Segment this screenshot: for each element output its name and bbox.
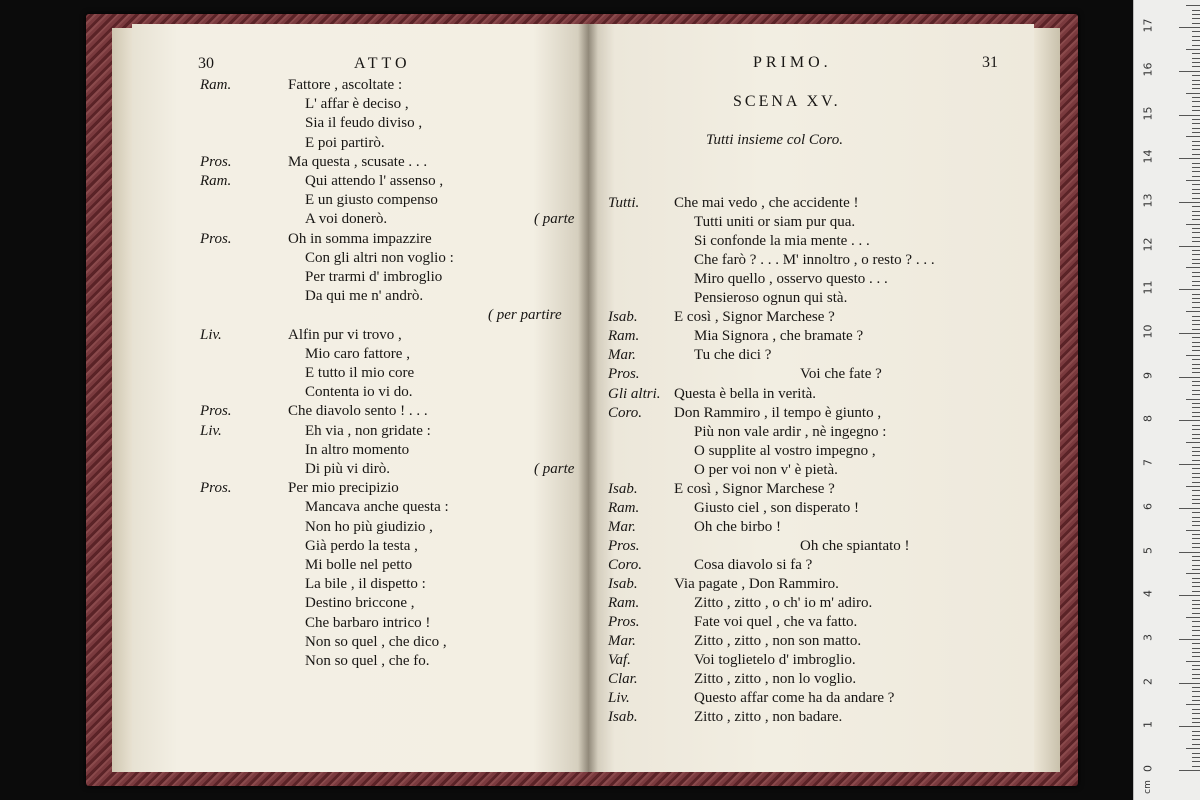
ruler-number: 10 [1141,324,1155,339]
ruler-tick [1179,639,1200,640]
ruler-tick [1192,753,1200,754]
left-page [132,24,588,772]
ruler-tick [1192,403,1200,404]
speaker-label: Vaf. [608,652,631,669]
ruler-tick [1192,237,1200,238]
ruler-tick [1179,508,1200,509]
ruler-tick [1192,648,1200,649]
verse-line: E poi partirò. [305,134,385,151]
verse-line: Don Rammiro , il tempo è giunto , [674,404,882,421]
ruler-tick [1179,289,1200,290]
ruler-tick [1179,333,1200,334]
ruler-tick [1192,132,1200,133]
speaker-label: Ram. [608,499,640,516]
ruler-tick [1179,115,1200,116]
ruler-tick [1192,141,1200,142]
verse-line: E così , Signor Marchese ? [674,309,835,326]
ruler-tick [1186,93,1200,94]
ruler-tick [1192,106,1200,107]
ruler-tick [1192,482,1200,483]
running-head-right: PRIMO. [753,54,832,71]
ruler-tick [1192,468,1200,469]
ruler-tick [1192,337,1200,338]
ruler-tick [1192,731,1200,732]
speaker-label: Ram. [200,77,232,93]
ruler-tick [1192,499,1200,500]
ruler-tick [1186,399,1200,400]
ruler-number: 9 [1141,371,1155,379]
ruler-tick [1192,608,1200,609]
ruler-number: 17 [1141,18,1155,33]
speaker-label: Mar. [608,347,636,364]
speaker-label: Liv. [200,422,222,439]
verse-line: Si confonde la mia mente . . . [694,233,870,250]
ruler-tick [1192,656,1200,657]
verse-line: Per mio precipizio [288,480,399,497]
verse-line: Miro quello , osservo questo . . . [694,271,888,288]
verse-line: Questo affar come ha da andare ? [694,690,895,707]
running-head-left: ATTO [354,55,411,72]
ruler-tick [1192,425,1200,426]
ruler-tick [1192,503,1200,504]
ruler-tick [1192,359,1200,360]
verse-line: Tutti uniti or siam pur qua. [694,214,856,231]
speaker-label: Isab. [608,480,638,497]
verse-line: Voi toglietelo d' imbroglio. [694,652,856,669]
ruler-tick [1192,761,1200,762]
ruler-tick [1186,311,1200,312]
ruler-tick [1179,377,1200,378]
ruler-number: 16 [1141,62,1155,77]
ruler-tick [1186,442,1200,443]
right-page-edges [1032,28,1060,772]
ruler-tick [1179,552,1200,553]
ruler-tick [1192,385,1200,386]
ruler-tick [1192,171,1200,172]
ruler-number: 1 [1141,721,1155,729]
ruler-tick [1192,62,1200,63]
ruler-tick [1192,184,1200,185]
ruler-tick [1192,198,1200,199]
ruler-tick [1192,635,1200,636]
ruler-tick [1192,669,1200,670]
ruler-tick [1192,189,1200,190]
ruler-tick [1192,211,1200,212]
verse-line: E un giusto compenso [305,192,438,209]
ruler-number: 8 [1141,415,1155,423]
ruler-tick [1192,538,1200,539]
ruler-tick [1186,49,1200,50]
ruler-tick [1186,573,1200,574]
ruler-tick [1192,700,1200,701]
ruler-tick [1192,678,1200,679]
ruler-tick [1192,254,1200,255]
speaker-label: Mar. [608,633,636,650]
ruler-tick [1192,613,1200,614]
verse-line: E tutto il mio core [305,365,415,381]
ruler-tick [1192,455,1200,456]
verse-line: O per voi non v' è pietà. [694,461,838,478]
ruler-tick [1192,215,1200,216]
ruler-tick [1192,412,1200,413]
verse-line: O supplite al vostro impegno , [694,442,876,459]
ruler-tick [1192,329,1200,330]
verse-line: A voi donerò. [305,211,388,228]
verse-line: Giusto ciel , son disperato ! [694,499,859,516]
ruler-tick [1186,530,1200,531]
page-number-right: 31 [982,54,998,71]
ruler-tick [1192,600,1200,601]
verse-line: Più non vale ardir , nè ingegno : [694,423,887,440]
verse-line: Zitto , zitto , non badare. [694,709,843,726]
ruler-tick [1192,53,1200,54]
ruler-number: 4 [1141,590,1155,598]
ruler-tick [1179,27,1200,28]
ruler-tick [1192,534,1200,535]
ruler-tick [1192,512,1200,513]
ruler-number: 11 [1141,280,1155,295]
speaker-label: Liv. [608,690,630,707]
scene-title: SCENA XV. [733,93,841,110]
ruler-tick [1192,451,1200,452]
verse-line: In altro momento [305,441,410,458]
ruler-tick [1192,447,1200,448]
ruler-tick [1192,167,1200,168]
ruler-tick [1192,219,1200,220]
ruler-tick [1192,569,1200,570]
ruler-tick [1192,578,1200,579]
verse-line: Che diavolo sento ! . . . [288,403,428,420]
speaker-label: Coro. [608,556,643,573]
ruler-number: 0 [1141,765,1155,772]
ruler-tick [1192,36,1200,37]
ruler-number: 14 [1141,149,1155,164]
ruler-tick [1186,267,1200,268]
ruler-tick [1192,565,1200,566]
ruler-tick [1192,766,1200,767]
verse-line: Eh via , non gridate : [305,422,431,439]
speaker-label: Mar. [608,518,636,535]
ruler-tick [1192,294,1200,295]
verse-line: Di più vi dirò. [305,461,390,477]
ruler-tick [1192,176,1200,177]
verse-line: Questa è bella in verità. [674,385,817,402]
ruler-tick [1192,517,1200,518]
ruler-tick [1192,591,1200,592]
ruler-tick [1192,390,1200,391]
ruler-tick [1192,228,1200,229]
verse-line: Con gli altri non voglio : [305,249,454,266]
ruler-tick [1192,40,1200,41]
ruler-tick [1192,276,1200,277]
verse-line: Destino briccone , [305,595,415,612]
speaker-label: Isab. [608,309,638,326]
ruler-tick [1192,691,1200,692]
ruler-tick [1192,281,1200,282]
speaker-label: Liv. [200,326,222,343]
verse-line: Contenta io vi do. [305,384,413,401]
ruler-tick [1192,604,1200,605]
verse-line: Fate voi quel , che va fatto. [694,614,858,631]
ruler-tick [1186,224,1200,225]
verse-line: Zitto , zitto , non lo voglio. [694,671,857,688]
ruler-tick [1192,101,1200,102]
ruler-tick [1186,748,1200,749]
ruler-tick [1179,726,1200,727]
ruler-tick [1192,438,1200,439]
ruler-tick [1192,713,1200,714]
speaker-label: Pros. [200,230,232,247]
speaker-label: Tutti. [608,195,640,211]
verse-line: Non ho più giudizio , [305,518,433,535]
ruler-tick [1186,617,1200,618]
ruler-tick [1192,521,1200,522]
ruler-tick [1192,149,1200,150]
verse-line: Oh che birbo ! [694,518,782,535]
verse-line: Da qui me n' andrò. [305,288,424,305]
verse-line: Per trarmi d' imbroglio [305,269,443,285]
verse-line: Che mai vedo , che accidente ! [674,195,859,211]
verse-line: Mancava anche questa : [305,499,449,516]
page-number-left: 30 [198,55,214,72]
verse-line: Non so quel , che dico , [305,633,447,650]
speaker-label: Ram. [608,595,640,612]
ruler-tick [1192,372,1200,373]
ruler-tick [1192,364,1200,365]
ruler-tick [1186,661,1200,662]
ruler-tick [1186,355,1200,356]
verse-line: La bile , il dispetto : [305,576,426,593]
ruler-tick [1192,674,1200,675]
ruler-tick [1192,665,1200,666]
ruler-tick [1192,342,1200,343]
verse-line: Mio caro fattore , [305,345,410,362]
verse-line: Zitto , zitto , non son matto. [694,633,862,650]
ruler-tick [1192,58,1200,59]
speaker-label: Isab. [608,576,638,592]
verse-line: Non so quel , che fo. [305,653,430,669]
ruler-tick [1192,350,1200,351]
ruler-tick [1186,5,1200,6]
speaker-label: Pros. [200,153,232,170]
speaker-label: Pros. [608,614,640,631]
ruler-tick [1192,302,1200,303]
verse-line: Sia il feudo diviso , [305,115,423,132]
verse-line: Via pagate , Don Rammiro. [674,576,839,592]
verse-line: Alfin pur vi trovo , [288,326,402,343]
ruler-number: 2 [1141,677,1155,685]
verse-line: Fattore , ascoltate : [288,77,403,93]
speaker-label: Clar. [608,671,638,688]
ruler-tick [1192,298,1200,299]
right-page [588,24,1034,772]
verse-line: E così , Signor Marchese ? [674,480,835,497]
ruler-tick [1186,486,1200,487]
verse-line: Oh in somma impazzire [288,230,432,247]
ruler-tick [1186,180,1200,181]
verse-line: Pensieroso ognun qui stà. [694,290,848,307]
speaker-label: Ram. [608,328,640,345]
verse-line: Che farò ? . . . M' innoltro , o resto ? . . . [694,252,935,269]
speaker-label: Pros. [608,366,640,383]
ruler-tick [1192,285,1200,286]
ruler-tick [1192,744,1200,745]
ruler-tick [1192,477,1200,478]
verse-line: Tu che dici ? [694,347,772,364]
ruler-tick [1192,163,1200,164]
verse-line: Cosa diavolo si fa ? [694,556,813,573]
ruler-tick [1186,704,1200,705]
ruler-tick [1192,316,1200,317]
verse-line: L' affar è deciso , [305,96,409,113]
ruler-tick [1179,202,1200,203]
ruler-tick [1192,324,1200,325]
ruler-tick [1192,18,1200,19]
speaker-label: Ram. [200,173,232,189]
ruler-number: 12 [1141,237,1155,252]
ruler-tick [1192,250,1200,251]
ruler-tick [1192,434,1200,435]
verse-line: Oh che spiantato ! [800,537,910,554]
ruler-tick [1192,586,1200,587]
stage-direction: ( parte [534,211,575,228]
verse-line: Zitto , zitto , o ch' io m' adiro. [694,595,873,612]
ruler-tick [1192,739,1200,740]
ruler-tick [1192,460,1200,461]
ruler-tick [1192,429,1200,430]
ruler-tick [1192,23,1200,24]
ruler-tick [1192,381,1200,382]
ruler-tick [1192,556,1200,557]
ruler-tick [1192,495,1200,496]
ruler-tick [1192,543,1200,544]
ruler-number: 5 [1141,546,1155,554]
ruler-tick [1192,154,1200,155]
ruler-tick [1192,560,1200,561]
book-gutter [578,24,598,772]
ruler-tick [1179,595,1200,596]
ruler-tick [1192,97,1200,98]
ruler-tick [1179,71,1200,72]
ruler-tick [1179,464,1200,465]
ruler-tick [1192,547,1200,548]
ruler-tick [1192,232,1200,233]
ruler-tick [1179,158,1200,159]
ruler-tick [1179,770,1200,771]
ruler-tick [1192,687,1200,688]
ruler-tick [1192,490,1200,491]
ruler-tick [1186,136,1200,137]
ruler-tick [1192,145,1200,146]
ruler-tick [1179,683,1200,684]
ruler-tick [1192,416,1200,417]
ruler-tick [1192,272,1200,273]
verse-line: Mi bolle nel petto [305,557,413,573]
speaker-label: Isab. [608,709,638,726]
measuring-ruler [1133,0,1200,800]
ruler-number: 7 [1141,459,1155,467]
ruler-tick [1192,709,1200,710]
ruler-tick [1192,621,1200,622]
ruler-tick [1192,718,1200,719]
ruler-number: 3 [1141,633,1155,641]
verse-line: Che barbaro intrico ! [305,614,431,631]
ruler-tick [1192,696,1200,697]
ruler-tick [1192,123,1200,124]
ruler-tick [1192,128,1200,129]
speaker-label: Pros. [608,537,640,554]
verse-line: Ma questa , scusate . . . [288,153,428,170]
speaker-label: Coro. [608,404,643,421]
ruler-tick [1192,84,1200,85]
verse-line: Voi che fate ? [800,366,882,383]
ruler-tick [1192,45,1200,46]
ruler-tick [1192,722,1200,723]
ruler-number: 6 [1141,502,1155,510]
ruler-tick [1192,652,1200,653]
ruler-tick [1192,307,1200,308]
ruler-unit-label: cm [1143,780,1153,794]
speaker-label: Pros. [200,480,232,497]
ruler-tick [1179,420,1200,421]
ruler-tick [1179,246,1200,247]
ruler-tick [1192,263,1200,264]
ruler-tick [1192,206,1200,207]
ruler-tick [1192,368,1200,369]
stage-direction: ( parte [534,461,575,477]
ruler-tick [1192,630,1200,631]
ruler-tick [1192,80,1200,81]
verse-line: Già perdo la testa , [305,537,418,554]
verse-line: Qui attendo l' assenso , [305,173,444,189]
ruler-tick [1192,14,1200,15]
ruler-tick [1192,626,1200,627]
ruler-tick [1192,525,1200,526]
ruler-tick [1192,346,1200,347]
ruler-tick [1192,241,1200,242]
ruler-tick [1192,88,1200,89]
ruler-tick [1192,10,1200,11]
ruler-tick [1192,735,1200,736]
ruler-tick [1192,259,1200,260]
stage-direction: ( per partire [488,307,562,324]
scene-subtitle: Tutti insieme col Coro. [706,132,843,148]
ruler-tick [1192,407,1200,408]
ruler-tick [1192,582,1200,583]
ruler-tick [1192,110,1200,111]
ruler-tick [1192,66,1200,67]
ruler-tick [1192,643,1200,644]
speaker-label: Gli altri. [608,385,661,402]
ruler-tick [1192,757,1200,758]
ruler-tick [1192,394,1200,395]
verse-line: Mia Signora , che bramate ? [694,328,864,345]
ruler-tick [1192,193,1200,194]
ruler-number: 15 [1141,106,1155,120]
ruler-tick [1192,320,1200,321]
speaker-label: Pros. [200,403,232,420]
ruler-tick [1192,31,1200,32]
ruler-tick [1192,75,1200,76]
ruler-tick [1192,119,1200,120]
ruler-number: 13 [1141,193,1155,208]
ruler-tick [1192,473,1200,474]
